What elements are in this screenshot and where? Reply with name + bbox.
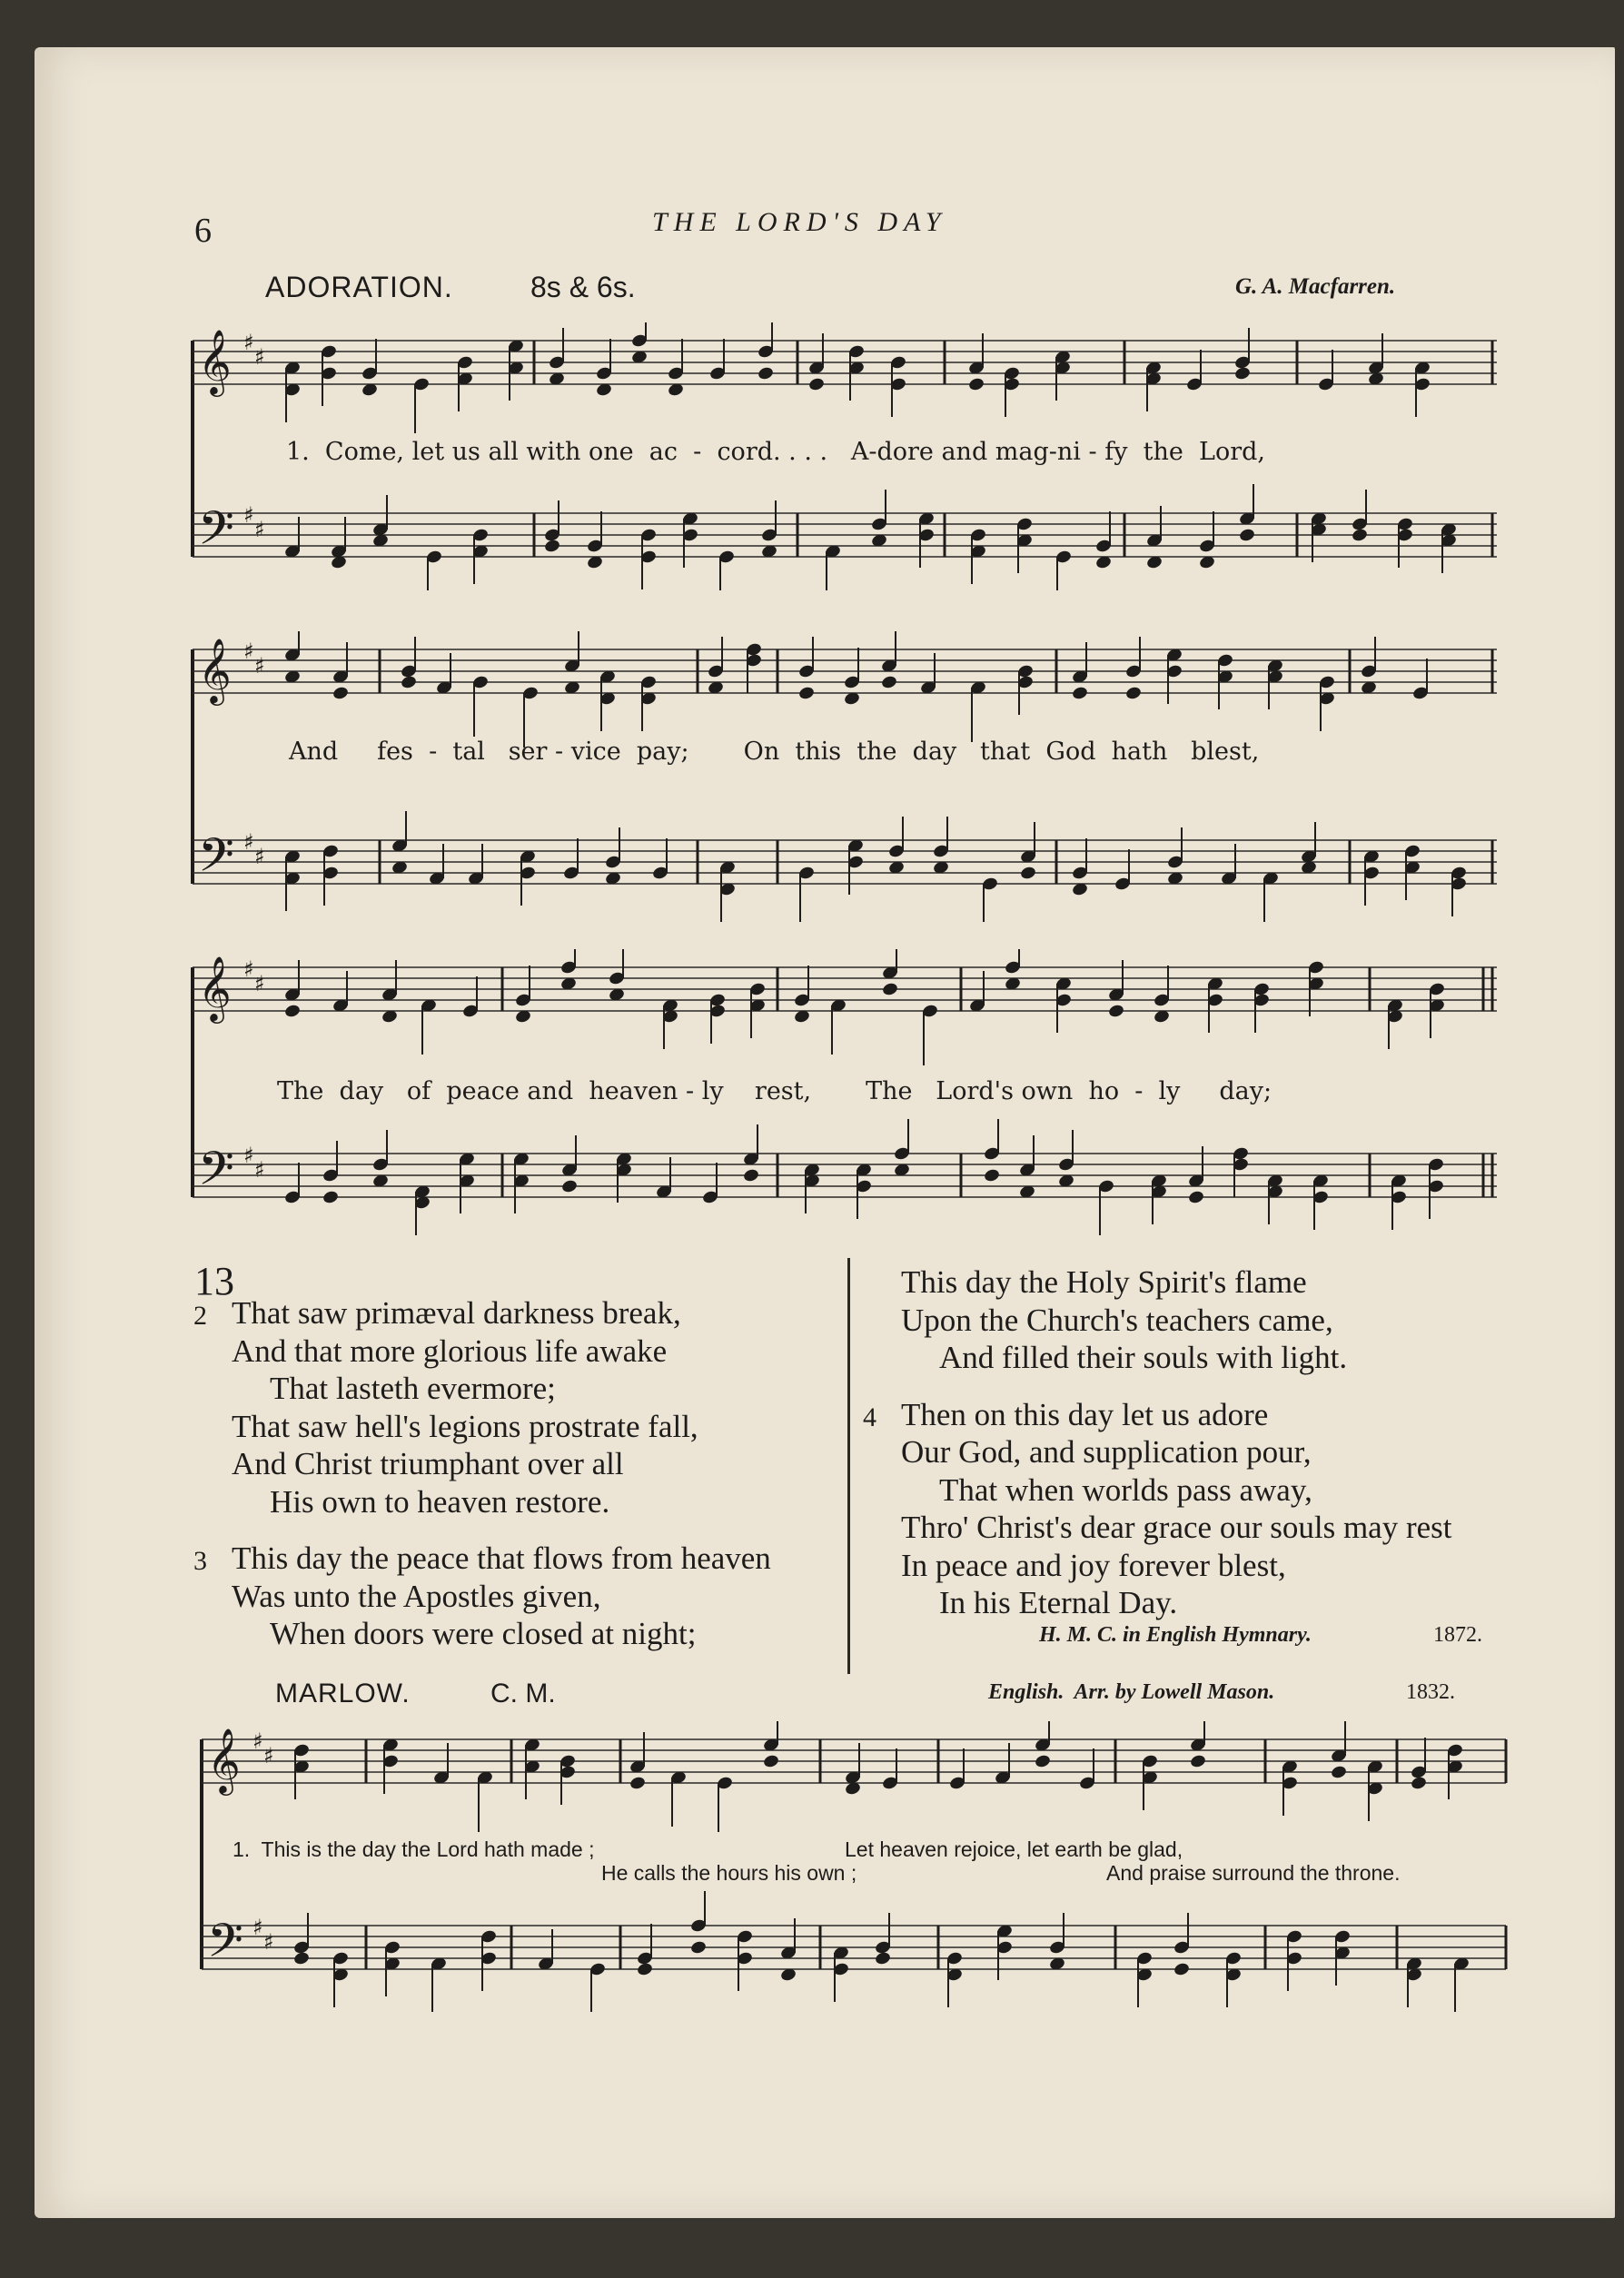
hymn-attribution: H. M. C. in English Hymnary. <box>1039 1623 1312 1647</box>
sharp-icon: ♯ <box>254 653 265 678</box>
hymn-number: 13 <box>194 1259 234 1303</box>
tune-composer: G. A. Macfarren. <box>1235 274 1396 299</box>
lyric-line: 1. Come, let us all with one ac - cord. . . . A-dore and mag-ni - fy the Lord, <box>286 438 1265 466</box>
sharp-icon: ♯ <box>243 1143 254 1168</box>
note-head <box>1351 528 1368 543</box>
clef-icon: 𝄞 <box>207 1727 241 1793</box>
hymn-text-line: And filled their souls with light. <box>939 1340 1348 1375</box>
lyric-line: He calls the hours his own ; <box>601 1861 857 1885</box>
note-head <box>400 675 417 690</box>
note-head <box>292 1951 310 1966</box>
clef-icon: 𝄞 <box>198 637 232 703</box>
clef-icon: 𝄢 <box>198 1141 234 1207</box>
hymn-text-line: That when worlds pass away, <box>939 1471 1312 1508</box>
sharp-icon: ♯ <box>243 956 254 982</box>
note-head <box>797 686 815 701</box>
tune-name: ADORATION. <box>265 271 453 303</box>
column-divider <box>847 1258 850 1674</box>
note-head <box>742 1168 759 1184</box>
hymn-text-line: Upon the Church's teachers came, <box>901 1302 1333 1338</box>
note-head <box>1019 866 1036 881</box>
note-head <box>1034 1754 1051 1769</box>
page-number: 6 <box>194 212 212 250</box>
note-head <box>1107 1004 1124 1019</box>
sharp-icon: ♯ <box>253 1728 263 1754</box>
sharp-icon: ♯ <box>243 829 254 855</box>
sharp-icon: ♯ <box>263 1929 274 1955</box>
note-head <box>1189 1754 1206 1769</box>
sharp-icon: ♯ <box>243 639 254 664</box>
note-head <box>1410 1776 1427 1791</box>
note-head <box>1124 686 1142 701</box>
sharp-icon: ♯ <box>243 502 254 528</box>
lyric-line: The day of peace and heaven - ly rest, The Lord's own ho - ly day; <box>277 1077 1272 1105</box>
verse-number: 3 <box>193 1546 207 1576</box>
hymn-year: 1872. <box>1433 1623 1482 1647</box>
hymn-text-line: When doors were closed at night; <box>270 1616 697 1651</box>
running-title: THE LORD'S DAY <box>652 207 947 237</box>
hymn-text-line: Then on this day let us adore <box>901 1396 1269 1432</box>
note-head <box>1330 1765 1347 1780</box>
sharp-icon: ♯ <box>254 844 265 869</box>
lyric-line: And fes - tal ser - vice pay; On this the day that God hath blest, <box>289 738 1260 766</box>
tune2-name: MARLOW. <box>275 1679 411 1708</box>
hymn-text-line: In his Eternal Day. <box>939 1585 1178 1620</box>
verse-number: 2 <box>193 1301 207 1331</box>
note-head <box>880 675 897 690</box>
clef-icon: 𝄢 <box>198 500 234 567</box>
sharp-icon: ♯ <box>254 1157 265 1183</box>
tune2-meter: C. M. <box>490 1679 556 1708</box>
hymn-text-line: This day the peace that flows from heaven <box>232 1540 771 1576</box>
note-head <box>967 377 985 392</box>
music-system-2 <box>189 631 1506 922</box>
sharp-icon: ♯ <box>254 517 265 542</box>
lyric-line: And praise surround the throne. <box>1106 1861 1401 1885</box>
hymn-text-line: That saw primæval darkness break, <box>232 1295 681 1331</box>
note-head <box>881 982 898 997</box>
clef-icon: 𝄞 <box>198 328 232 394</box>
note-head <box>689 1940 707 1956</box>
note-head <box>560 1179 578 1194</box>
note-head <box>762 1754 779 1769</box>
sharp-icon: ♯ <box>263 1743 274 1768</box>
tune2-year: 1832. <box>1406 1680 1455 1704</box>
hymn-text-line: That saw hell's legions prostrate fall, <box>232 1408 698 1444</box>
tune-meter: 8s & 6s. <box>530 271 636 303</box>
clef-icon: 𝄢 <box>207 1913 243 1979</box>
verse-number: 4 <box>863 1401 876 1432</box>
note-head <box>1238 528 1255 543</box>
note-head <box>1233 366 1251 381</box>
note-head <box>636 1962 653 1977</box>
note-head <box>1187 1190 1204 1205</box>
sharp-icon: ♯ <box>254 971 265 996</box>
clef-icon: 𝄢 <box>198 827 234 894</box>
note-head <box>332 686 349 701</box>
note-head <box>807 377 825 392</box>
note-head <box>543 539 560 554</box>
note-head <box>1071 686 1088 701</box>
tune2-source: English. Arr. by Lowell Mason. <box>988 1680 1275 1704</box>
hymn-text-line: His own to heaven restore. <box>270 1483 610 1520</box>
note-head <box>874 1951 891 1966</box>
hymn-text-line: This day the Holy Spirit's flame <box>901 1264 1307 1300</box>
hymn-text-line: And that more glorious life awake <box>232 1332 668 1369</box>
note-head <box>757 366 774 381</box>
lyric-line: 1. This is the day the Lord hath made ; <box>233 1837 595 1861</box>
note-head <box>283 1004 301 1019</box>
hymn-text-line: Was unto the Apostles given, <box>232 1578 601 1614</box>
note-head <box>322 1190 339 1205</box>
lyric-line: Let heaven rejoice, let earth be glad, <box>845 1837 1183 1861</box>
hymn-text-line: Thro' Christ's dear grace our souls may rest <box>901 1510 1452 1545</box>
note-head <box>1173 1962 1190 1977</box>
hymn-text-line: That lasteth evermore; <box>270 1371 556 1406</box>
hymn-text-line: Our God, and supplication pour, <box>901 1434 1312 1470</box>
note-head <box>983 1168 1000 1184</box>
sharp-icon: ♯ <box>243 330 254 355</box>
hymn-text-line: In peace and joy forever blest, <box>901 1547 1286 1583</box>
note-head <box>629 1776 646 1791</box>
sharp-icon: ♯ <box>254 344 265 370</box>
hymn-text-line: And Christ triumphant over all <box>232 1446 624 1481</box>
clef-icon: 𝄞 <box>198 955 232 1021</box>
sharp-icon: ♯ <box>253 1915 263 1940</box>
